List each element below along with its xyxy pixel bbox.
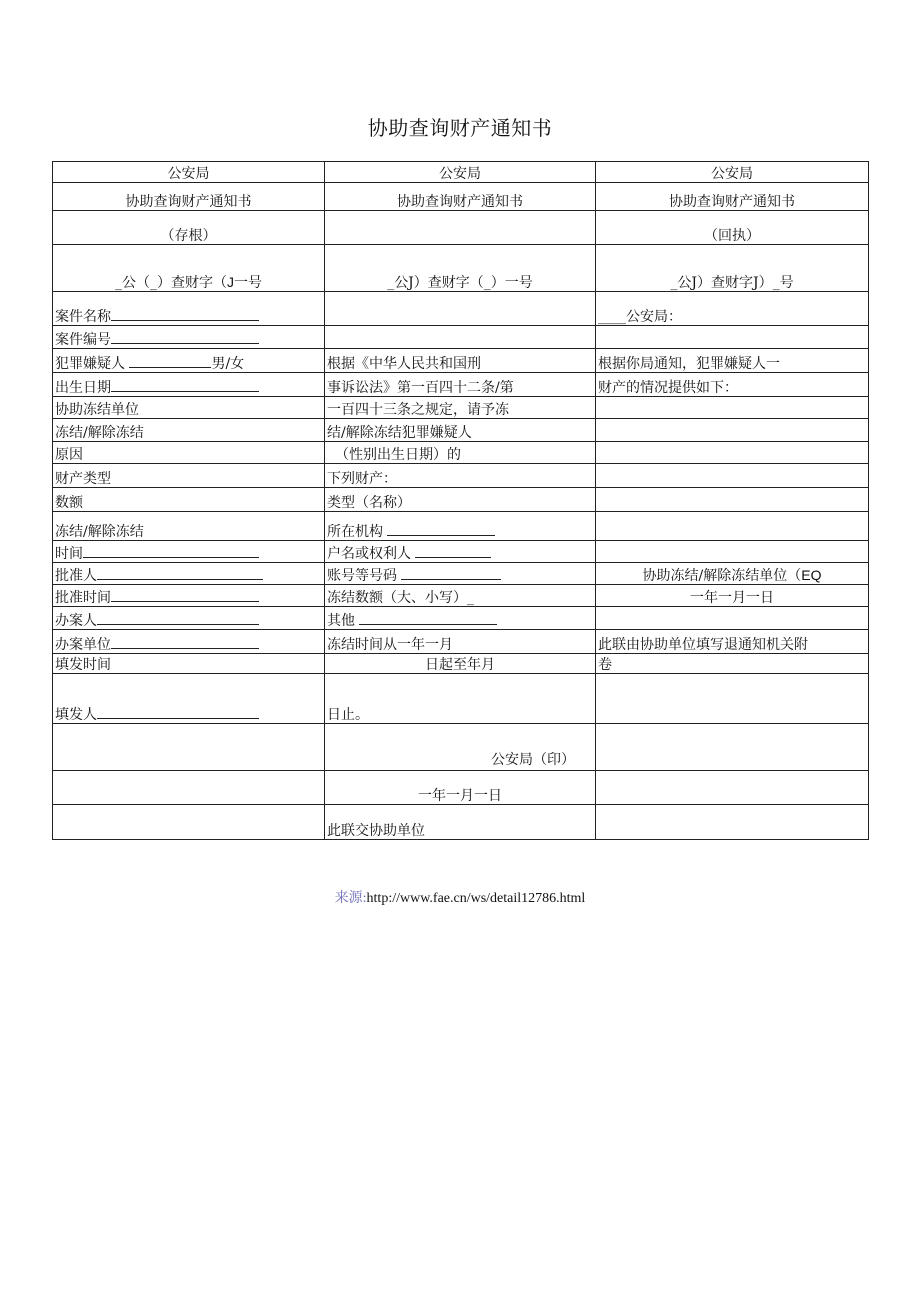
stub-copy-label: （存根） bbox=[53, 211, 325, 245]
notice-freeze-amount: 冻结数额（大、小写）_ bbox=[325, 585, 596, 607]
notice-type-name: 类型（名称） bbox=[325, 488, 596, 512]
page-title: 协助查询财产通知书 bbox=[367, 116, 553, 140]
stub-property-type: 财产类型 bbox=[53, 464, 325, 488]
notice-bureau: 公安局 bbox=[325, 162, 596, 183]
stub-case-name-field: 案件名称 bbox=[53, 292, 325, 326]
stub-approver-field: 批准人 bbox=[53, 563, 325, 585]
notice-body-line-1: 根据《中华人民共和国刑 bbox=[325, 349, 596, 373]
receipt-body-line-2: 财产的情况提供如下： bbox=[596, 373, 869, 397]
notice-body-line-4: 结/解除冻结犯罪嫌疑人 bbox=[325, 419, 596, 442]
receipt-date: 一年一月一日 bbox=[596, 585, 869, 607]
notice-copy-note: 此联交协助单位 bbox=[325, 805, 596, 840]
stub-freeze-unfreeze-2: 冻结/解除冻结 bbox=[53, 512, 325, 541]
notice-other-field: 其他 bbox=[325, 607, 596, 630]
stub-freeze-unit: 协助冻结单位 bbox=[53, 397, 325, 419]
notice-doc-name: 协助查询财产通知书 bbox=[325, 183, 596, 211]
stub-approve-time-field: 批准时间 bbox=[53, 585, 325, 607]
stub-fill-time: 填发时间 bbox=[53, 654, 325, 674]
stub-suspect-field: 犯罪嫌疑人 男/女 bbox=[53, 349, 325, 373]
stub-freeze-unfreeze: 冻结/解除冻结 bbox=[53, 419, 325, 442]
receipt-copy-label: （回执） bbox=[596, 211, 869, 245]
notice-body-line-6: 下列财产： bbox=[325, 464, 596, 488]
stub-handler-field: 办案人 bbox=[53, 607, 325, 630]
notice-doc-number: _公J）查财字（_）一号 bbox=[325, 245, 596, 292]
notice-account-field: 账号等号码 bbox=[325, 563, 596, 585]
receipt-body-line-1: 根据你局通知，犯罪嫌疑人一 bbox=[596, 349, 869, 373]
notice-holder-field: 户名或权利人 bbox=[325, 541, 596, 563]
receipt-doc-number: _公J）查财字J）_号 bbox=[596, 245, 869, 292]
notice-body-line-3: 一百四十三条之规定，请予冻 bbox=[325, 397, 596, 419]
receipt-bureau: 公安局 bbox=[596, 162, 869, 183]
notice-seal: 公安局（印） bbox=[325, 724, 596, 771]
notice-body-line-2: 事诉讼法》第一百四十二条/第 bbox=[325, 373, 596, 397]
stub-case-number-field: 案件编号 bbox=[53, 326, 325, 349]
notice-body-line-5: （性别出生日期）的 bbox=[325, 442, 596, 464]
notice-institution-field: 所在机构 bbox=[325, 512, 596, 541]
source-url[interactable]: http://www.fae.cn/ws/detail12786.html bbox=[366, 891, 586, 906]
source-label: 来源: bbox=[334, 891, 367, 906]
stub-doc-name: 协助查询财产通知书 bbox=[53, 183, 325, 211]
receipt-doc-name: 协助查询财产通知书 bbox=[596, 183, 869, 211]
stub-time-field: 时间 bbox=[53, 541, 325, 563]
stub-reason: 原因 bbox=[53, 442, 325, 464]
notice-date: 一年一月一日 bbox=[325, 771, 596, 805]
source-line bbox=[0, 887, 920, 907]
notice-freeze-from: 冻结时间从一年一月 bbox=[325, 630, 596, 654]
stub-bureau: 公安局 bbox=[53, 162, 325, 183]
receipt-unit-seal: 协助冻结/解除冻结单位（EQ bbox=[596, 563, 869, 585]
receipt-note-line-1: 此联由协助单位填写退通知机关附 bbox=[596, 630, 869, 654]
notice-empty-cell bbox=[325, 211, 596, 245]
notice-freeze-end: 日止。 bbox=[325, 674, 596, 724]
stub-filler-field: 填发人 bbox=[53, 674, 325, 724]
stub-birth-field: 出生日期 bbox=[53, 373, 325, 397]
notice-form-table bbox=[52, 161, 869, 840]
receipt-note-line-2: 卷 bbox=[596, 654, 869, 674]
receipt-addressee: ____公安局： bbox=[596, 292, 869, 326]
stub-doc-number: _公（_）查财字（J一号 bbox=[53, 245, 325, 292]
stub-handle-unit-field: 办案单位 bbox=[53, 630, 325, 654]
stub-amount: 数额 bbox=[53, 488, 325, 512]
notice-freeze-to: 日起至年月 bbox=[325, 654, 596, 674]
